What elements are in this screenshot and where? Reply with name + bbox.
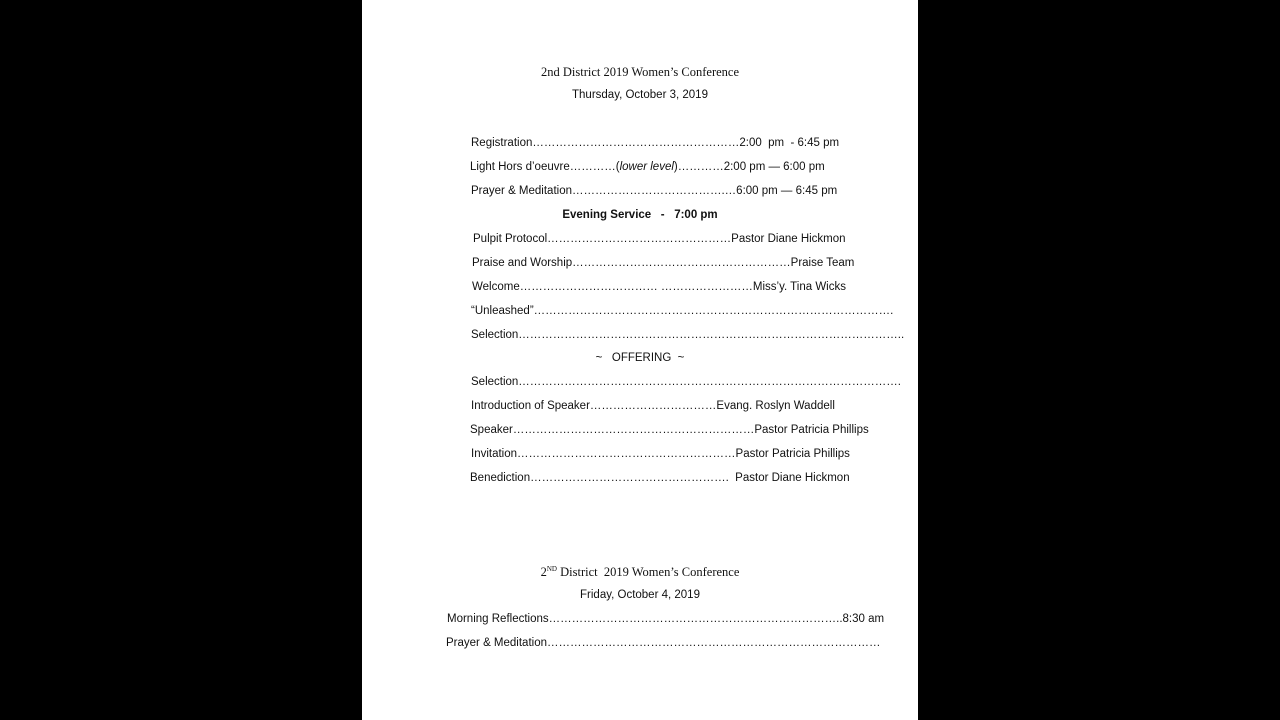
section1-date: Thursday, October 3, 2019 xyxy=(572,89,708,101)
program-row-prayer-meditation-2: Prayer & Meditation…………………………………………………………………………… xyxy=(446,637,881,649)
document-page xyxy=(362,0,918,720)
section2-title-prefix: 2 xyxy=(540,565,547,579)
section2-title-rest: District 2019 Women’s Conference xyxy=(556,565,740,579)
program-row-introduction: Introduction of Speaker……………………………Evang. Roslyn Waddell xyxy=(471,400,835,412)
program-row-invitation: Invitation…………………………………………………Pastor Patricia Phillips xyxy=(471,448,850,460)
section2-title-sup: ND xyxy=(546,564,557,573)
program-row-selection-1: Selection……………………………………………………………………………………….. xyxy=(471,329,905,341)
program-row-hors-doeuvre xyxy=(470,160,825,174)
hors-doeuvre-location: lower level xyxy=(619,161,674,173)
hors-doeuvre-pre: Light Hors d’oeuvre…………( xyxy=(470,161,620,173)
program-row-morning-reflections: Morning Reflections…………………………………………………………………..8:30 am xyxy=(447,613,885,625)
program-row-pulpit-protocol: Pulpit Protocol…………………………………………Pastor Diane Hickmon xyxy=(473,233,846,245)
program-row-prayer: Prayer & Meditation………………………………….…6:00 pm — 6:45 pm xyxy=(471,185,838,197)
program-row-selection-2: Selection………………………………………………………………………………………. xyxy=(471,376,902,388)
offering-heading: ~ OFFERING ~ xyxy=(595,352,685,364)
section2-title xyxy=(362,565,918,579)
program-row-registration: Registration………………………………………………2:00 pm - 6:45 pm xyxy=(471,137,840,149)
hors-doeuvre-post: )…………2:00 pm — 6:00 pm xyxy=(673,161,825,173)
evening-service-heading: Evening Service - 7:00 pm xyxy=(562,209,718,221)
section1-title: 2nd District 2019 Women’s Conference xyxy=(540,65,740,79)
program-row-praise-worship: Praise and Worship…………………………………………………Praise Team xyxy=(472,257,855,269)
program-row-welcome: Welcome……………………………… ……………………Miss’y. Tina Wicks xyxy=(472,281,846,293)
program-row-speaker: Speaker………………………………………………………Pastor Patricia Phillips xyxy=(470,424,869,436)
program-row-benediction: Benediction……………………………………………. Pastor Diane Hickmon xyxy=(470,472,850,484)
program-row-unleashed: “Unleashed”…………………………………………………………………………………. xyxy=(471,305,894,317)
section2-date: Friday, October 4, 2019 xyxy=(580,589,700,601)
